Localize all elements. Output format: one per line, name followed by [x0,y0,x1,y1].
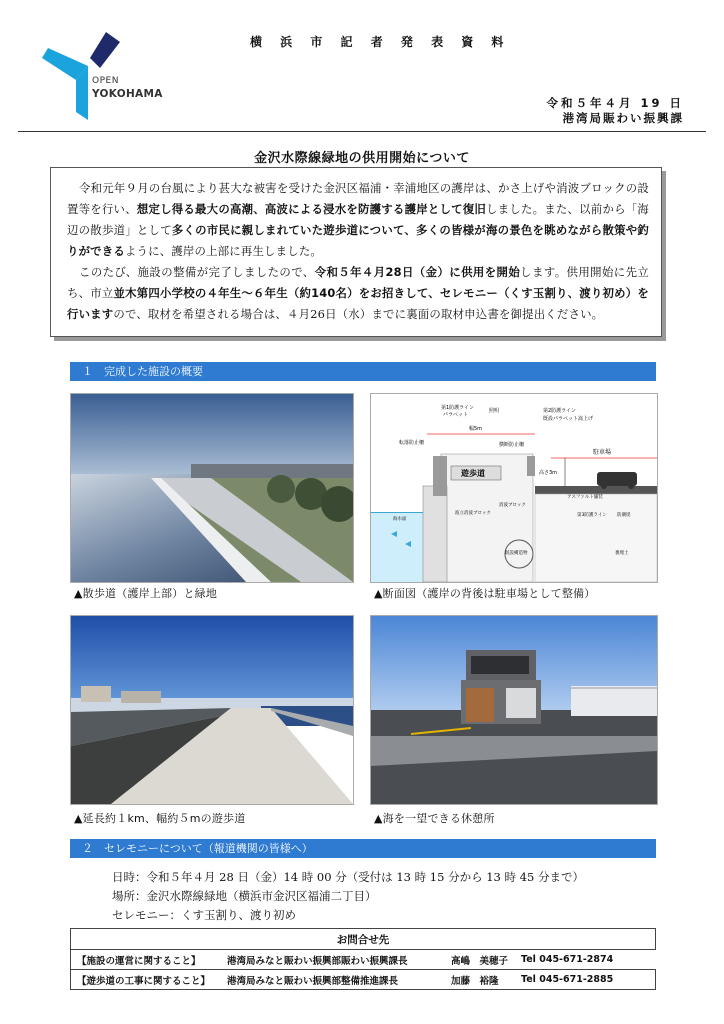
summary-box [50,167,662,337]
diagram-label: アスファルト舗装 [567,495,603,500]
photo-caption: ▲散歩道（護岸上部）と緑地 [74,587,218,600]
section-heading-facility: １ 完成した施設の概要 [70,362,656,381]
summary-text: このたび、施設の整備が完了しましたので、 [79,265,315,279]
summary-text: しました。また、以前から「海辺の散歩道」として [67,202,649,237]
ceremony-event: セレモニー：くす玉割り、渡り初め [112,908,296,922]
contact-row [71,950,656,970]
contact-tel: Tel 045-671-2874 [521,954,614,965]
photo-caption: ▲断面図（護岸の背後は駐車場として整備） [374,587,596,600]
summary-text: 令和元年９月の台風により甚大な被害を受けた金沢区福浦・幸浦地区の護岸は、かさ上げや消波ブロックの設置等を行い、 [67,181,649,216]
diagram-label: 照明 [489,408,500,414]
summary-emphasis: 多くの市民に親しまれていた遊歩道について、多くの皆様が海の景色を眺めながら散策や釣りができる [67,223,649,258]
contact-heading: お問合せ先 [71,929,656,950]
release-date: 令和５年４月 19 日 [546,96,684,110]
diagram-label: 裏埋土 [615,551,629,556]
contact-dept: 港湾局みなと賑わい振興部賑わい振興課長 [227,955,408,967]
department: 港湾局賑わい振興課 [562,111,684,125]
summary-paragraph-2 [67,262,649,325]
diagram-label: 幅5m [469,426,483,432]
photo-caption: ▲海を一望できる休憩所 [374,812,495,825]
diagram-label: 海水面 [393,517,407,522]
contact-name: 高嶋 美穂子 [451,955,509,967]
contact-name: 加藤 裕隆 [451,975,499,987]
contact-header-row [71,929,656,950]
release-title: 横 浜 市 記 者 発 表 資 料 [250,35,511,49]
contact-tel: Tel 045-671-2885 [521,974,614,985]
ceremony-place: 場所：金沢水際線緑地（横浜市金沢区福浦二丁目） [112,889,377,903]
contact-table [70,928,656,990]
section-heading-ceremony: ２ セレモニーについて（報道機関の皆様へ） [70,839,656,858]
diagram-label: 転落防止柵 [399,440,425,446]
photo-walkway [70,615,354,805]
contact-topic: 【遊歩道の工事に関すること】 [77,975,211,987]
diagram-label: 横断防止柵 [499,442,525,448]
diagram-label: 第3防護ライン [577,513,607,518]
contact-topic: 【施設の運営に関すること】 [77,955,201,967]
summary-text: ので、取材を希望される場合は、４月26日（水）までに裏面の取材申込書を御提出ください。 [113,307,604,321]
summary-paragraph-1 [67,178,649,262]
summary-emphasis: 想定し得る最大の高潮、高波による浸水を防護する護岸として復旧 [136,202,487,216]
diagram-label: 波立消波ブロック [455,511,491,516]
diagram-label: 高さ3m [539,470,558,476]
photo-rest-house [370,615,658,805]
diagram-label: 既設パラペット嵩上げ [543,416,594,422]
summary-emphasis: 並木第四小学校の４年生～６年生（約140名）をお招きして、セレモニー（くす玉割り、渡り初め）を行います [67,286,649,321]
cross-section-diagram [370,393,658,583]
logo-text-yokohama: YOKOHAMA [92,88,163,100]
diagram-label: 駐車場 [593,449,612,456]
contact-row [71,970,656,990]
photo-promenade [70,393,354,583]
diagram-label: 遊歩道 [461,469,485,478]
diagram-label: 防潮堤 [617,513,631,518]
document-title: 金沢水際線緑地の供用開始について [254,151,470,166]
ceremony-datetime: 日時：令和５年４月 28 日（金）14 時 00 分（受付は 13 時 15 分から 13 時 45 分まで） [112,870,584,884]
header-divider [18,131,706,132]
diagram-label: 第1防護ライン [441,405,475,411]
logo-text-open: OPEN [92,76,119,86]
summary-text: ように、護岸の上部に再生しました。 [124,244,323,258]
summary-text: します。供用開始に先立ち、市立 [67,265,649,300]
diagram-label: 既設構造物 [505,551,528,556]
diagram-label: パラペット [443,412,469,418]
diagram-label: 第2防護ライン [543,408,577,414]
diagram-label: 消波ブロック [499,503,526,508]
photo-caption: ▲延長約１km、幅約５mの遊歩道 [74,812,246,825]
summary-emphasis: 令和５年４月28日（金）に供用を開始 [314,265,521,279]
contact-dept: 港湾局みなと賑わい振興部整備推進課長 [227,975,399,987]
